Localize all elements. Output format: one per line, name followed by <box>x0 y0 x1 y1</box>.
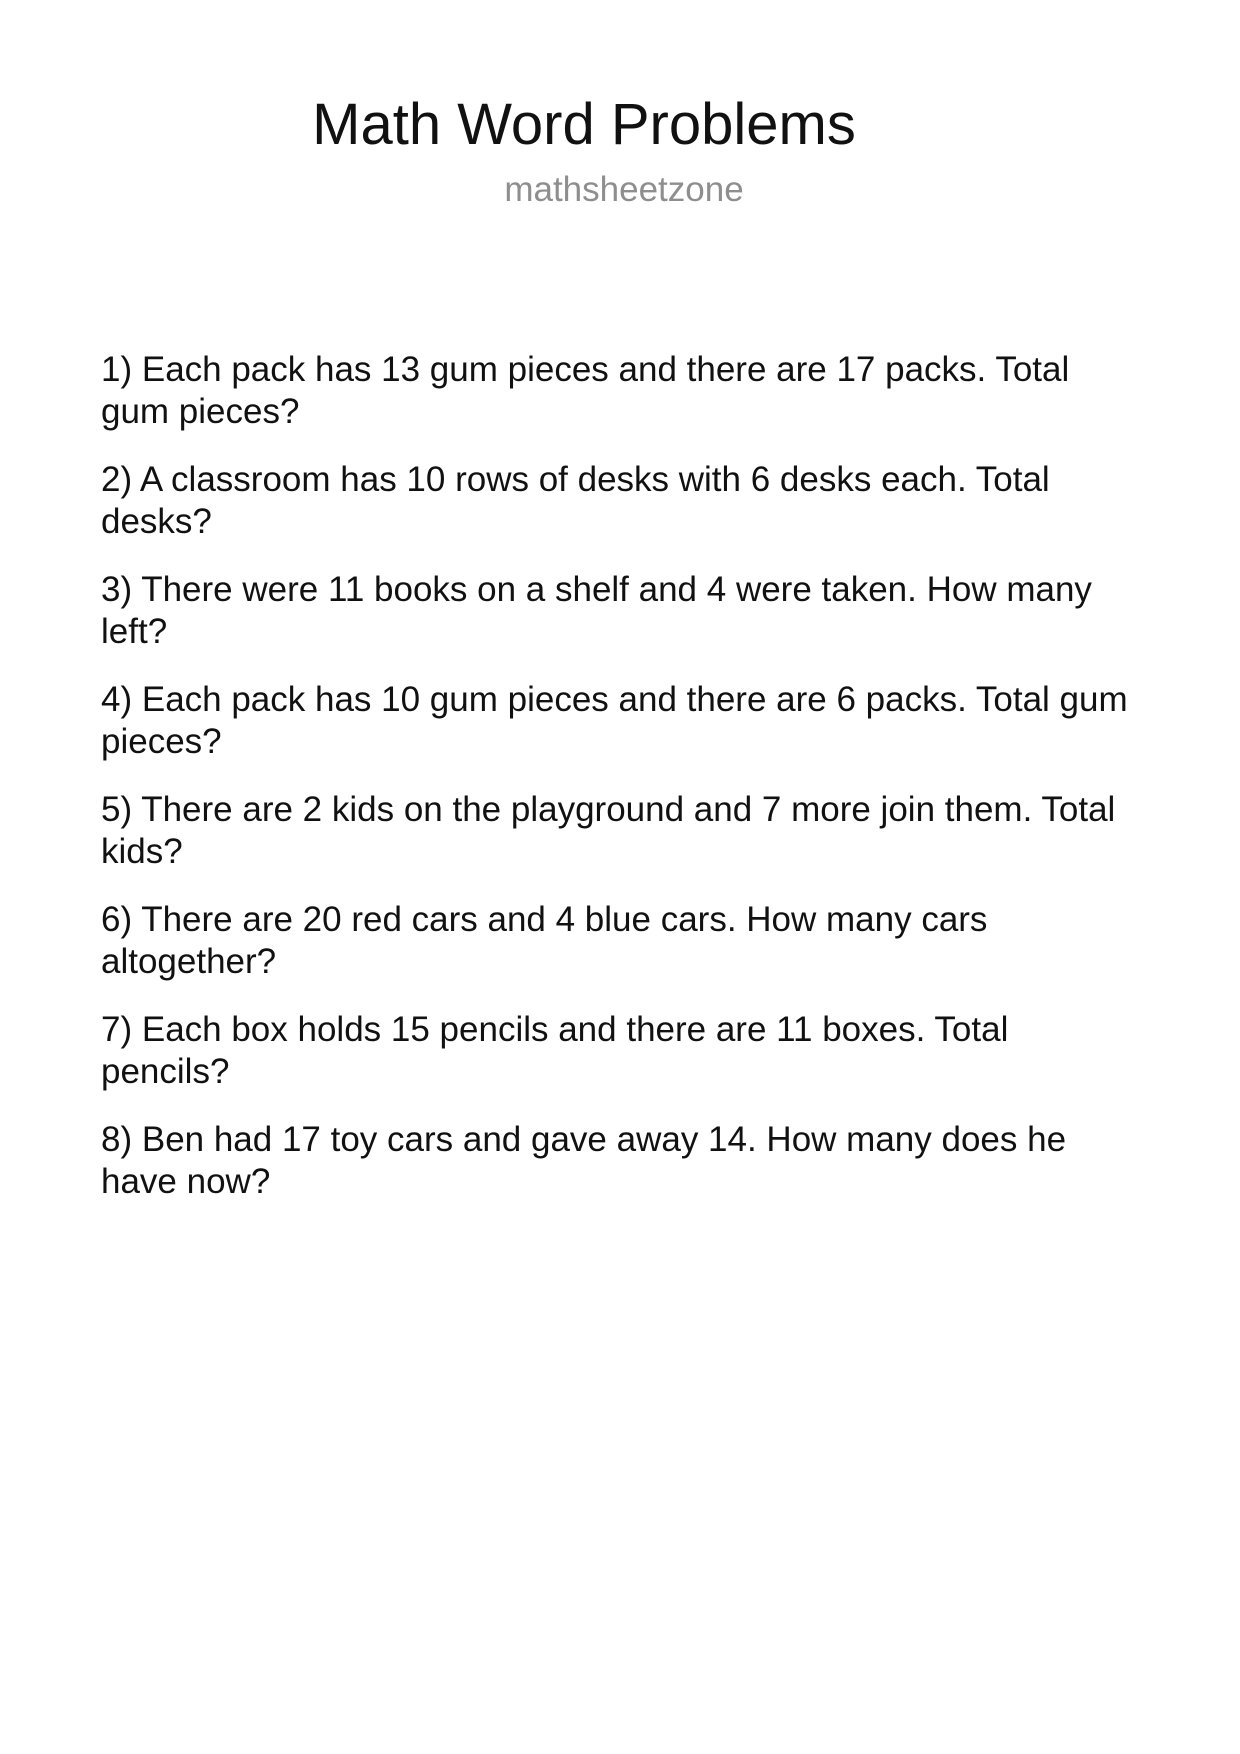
problem-8: 8) Ben had 17 toy cars and gave away 14. How many does he have now? <box>101 1120 1067 1201</box>
problem-3: 3) There were 11 books on a shelf and 4 were taken. How many left? <box>101 570 1092 651</box>
problem-2: 2) A classroom has 10 rows of desks with 6 desks each. Total desks? <box>101 460 1050 541</box>
problem-7: 7) Each box holds 15 pencils and there are 11 boxes. Total pencils? <box>101 1010 1009 1091</box>
problem-6: 6) There are 20 red cars and 4 blue cars. How many cars altogether? <box>101 900 988 981</box>
problems-list <box>101 349 1139 1203</box>
page-title: Math Word Problems <box>312 92 856 157</box>
problem-4: 4) Each pack has 10 gum pieces and there are 6 packs. Total gum pieces? <box>101 680 1128 761</box>
page-subtitle: mathsheetzone <box>504 170 744 209</box>
problem-5: 5) There are 2 kids on the playground and 7 more join them. Total kids? <box>101 790 1116 871</box>
problem-1: 1) Each pack has 13 gum pieces and there are 17 packs. Total gum pieces? <box>101 350 1070 431</box>
